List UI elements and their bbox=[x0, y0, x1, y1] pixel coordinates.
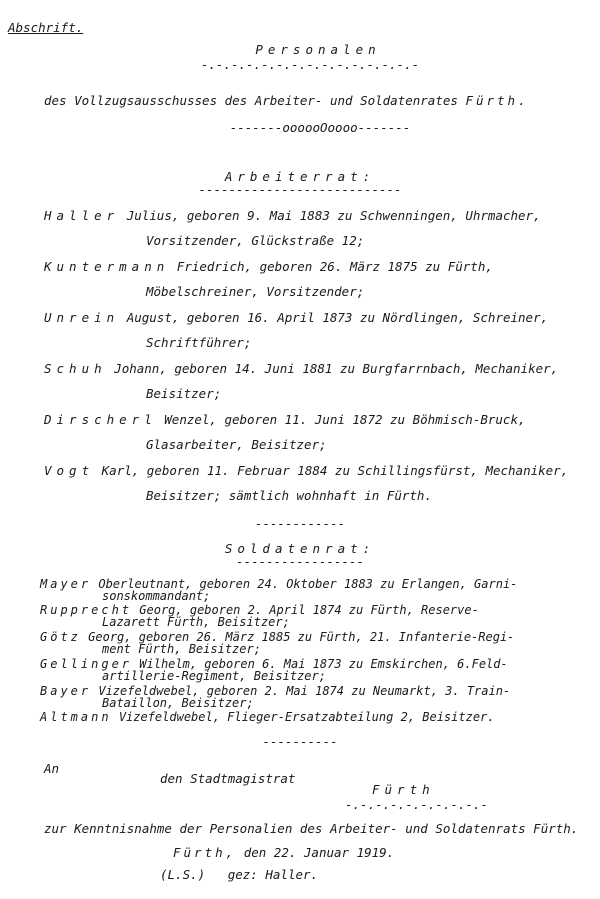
soldatenrat-rule: ----------------- bbox=[236, 554, 364, 569]
member-surname: Dirscherl bbox=[44, 412, 157, 427]
member-altmann-line1 bbox=[40, 711, 495, 723]
member-details: Friedrich, geboren 26. März 1875 zu Fürth, bbox=[176, 259, 493, 274]
subtitle-city: Fürth. bbox=[465, 93, 529, 108]
member-details: Wilhelm, geboren 6. Mai 1873 zu Emskirchen, 6.Feld- bbox=[139, 657, 508, 671]
member-surname: Schuh bbox=[44, 361, 107, 376]
member-unrein-line2: Schriftführer; bbox=[146, 335, 252, 350]
member-details: Georg, geboren 26. März 1885 zu Fürth, 21. Infanterie-Regi- bbox=[88, 630, 515, 644]
member-surname: Unrein bbox=[44, 310, 120, 325]
signature: gez: Haller. bbox=[227, 867, 319, 882]
member-surname: Bayer bbox=[40, 684, 92, 698]
header-divider: -------oooooOoooo------- bbox=[229, 120, 411, 135]
arbeiterrat-end-rule: ------------ bbox=[254, 516, 346, 531]
member-details: Karl, geboren 11. Februar 1884 zu Schillingsfürst, Mechaniker, bbox=[101, 463, 569, 478]
document-subtitle bbox=[44, 93, 529, 108]
member-surname: Kuntermann bbox=[44, 259, 170, 274]
member-schuh-line1 bbox=[44, 361, 558, 376]
document-title: Personalen bbox=[255, 42, 381, 57]
member-surname: Gellinger bbox=[40, 657, 133, 671]
arbeiterrat-heading: Arbeiterrat: bbox=[224, 169, 376, 184]
member-surname: Götz bbox=[40, 630, 81, 644]
member-gellinger-line2: artillerie-Regiment, Beisitzer; bbox=[102, 669, 326, 683]
member-surname: Rupprecht bbox=[40, 603, 133, 617]
abschrift-label: Abschrift. bbox=[8, 20, 84, 35]
member-details: Oberleutnant, geboren 24. Oktober 1883 zu Erlangen, Garni- bbox=[98, 577, 518, 591]
address-recipient: den Stadtmagistrat bbox=[160, 771, 296, 786]
member-surname: Mayer bbox=[40, 577, 92, 591]
place: Fürth, bbox=[173, 845, 237, 860]
subtitle-text: des Vollzugsausschusses des Arbeiter- und Soldatenrates bbox=[44, 93, 466, 108]
member-bayer-line2: Bataillon, Beisitzer; bbox=[102, 696, 254, 710]
member-details: Vizefeldwebel, geboren 2. Mai 1874 zu Neumarkt, 3. Train- bbox=[98, 684, 511, 698]
member-goetz-line2: ment Fürth, Beisitzer; bbox=[102, 642, 261, 656]
member-rupprecht-line2: Lazarett Fürth, Beisitzer; bbox=[102, 615, 290, 629]
member-dirscherl-line2: Glasarbeiter, Beisitzer; bbox=[146, 437, 327, 452]
member-details: Vizefeldwebel, Flieger-Ersatzabteilung 2, Beisitzer. bbox=[118, 710, 495, 724]
member-schuh-line2: Beisitzer; bbox=[146, 386, 222, 401]
signature-line bbox=[160, 867, 318, 882]
member-details: Johann, geboren 14. Juni 1881 zu Burgfarrnbach, Mechaniker, bbox=[114, 361, 559, 376]
member-haller-line1 bbox=[44, 208, 541, 223]
member-details: Georg, geboren 2. April 1874 zu Fürth, Reserve- bbox=[139, 603, 479, 617]
member-dirscherl-line1 bbox=[44, 412, 526, 427]
title-rule: -.-.-.-.-.-.-.-.-.-.-.-.-.-.- bbox=[200, 57, 420, 72]
address-purpose: zur Kenntnisnahme der Personalien des Arbeiter- und Soldatenrats Fürth. bbox=[44, 821, 579, 836]
member-kuntermann-line1 bbox=[44, 259, 493, 274]
address-an: An bbox=[44, 761, 60, 776]
member-vogt-line2: Beisitzer; sämtlich wohnhaft in Fürth. bbox=[146, 488, 432, 503]
member-surname: Haller bbox=[44, 208, 120, 223]
address-city: Fürth bbox=[372, 782, 435, 797]
member-unrein-line1 bbox=[44, 310, 548, 325]
member-details: Julius, geboren 9. Mai 1883 zu Schwenningen, Uhrmacher, bbox=[126, 208, 541, 223]
member-details: Wenzel, geboren 11. Juni 1872 zu Böhmisch-Bruck, bbox=[164, 412, 526, 427]
date: den 22. Januar 1919. bbox=[243, 845, 395, 860]
place-date-line bbox=[173, 845, 394, 860]
member-mayer-line2: sonskommandant; bbox=[102, 589, 211, 603]
member-kuntermann-line2: Möbelschreiner, Vorsitzender; bbox=[146, 284, 365, 299]
soldatenrat-heading: Soldatenrat: bbox=[224, 541, 376, 556]
member-vogt-line1 bbox=[44, 463, 568, 478]
address-city-rule: -.-.-.-.-.-.-.-.-.- bbox=[345, 797, 488, 812]
soldatenrat-end-rule: ---------- bbox=[262, 734, 338, 749]
member-surname: Altmann bbox=[40, 710, 112, 724]
arbeiterrat-rule: --------------------------- bbox=[198, 182, 402, 197]
seal-mark: (L.S.) bbox=[160, 867, 206, 882]
member-surname: Vogt bbox=[44, 463, 95, 478]
member-haller-line2: Vorsitzender, Glückstraße 12; bbox=[146, 233, 365, 248]
member-details: August, geboren 16. April 1873 zu Nördlingen, Schreiner, bbox=[126, 310, 549, 325]
